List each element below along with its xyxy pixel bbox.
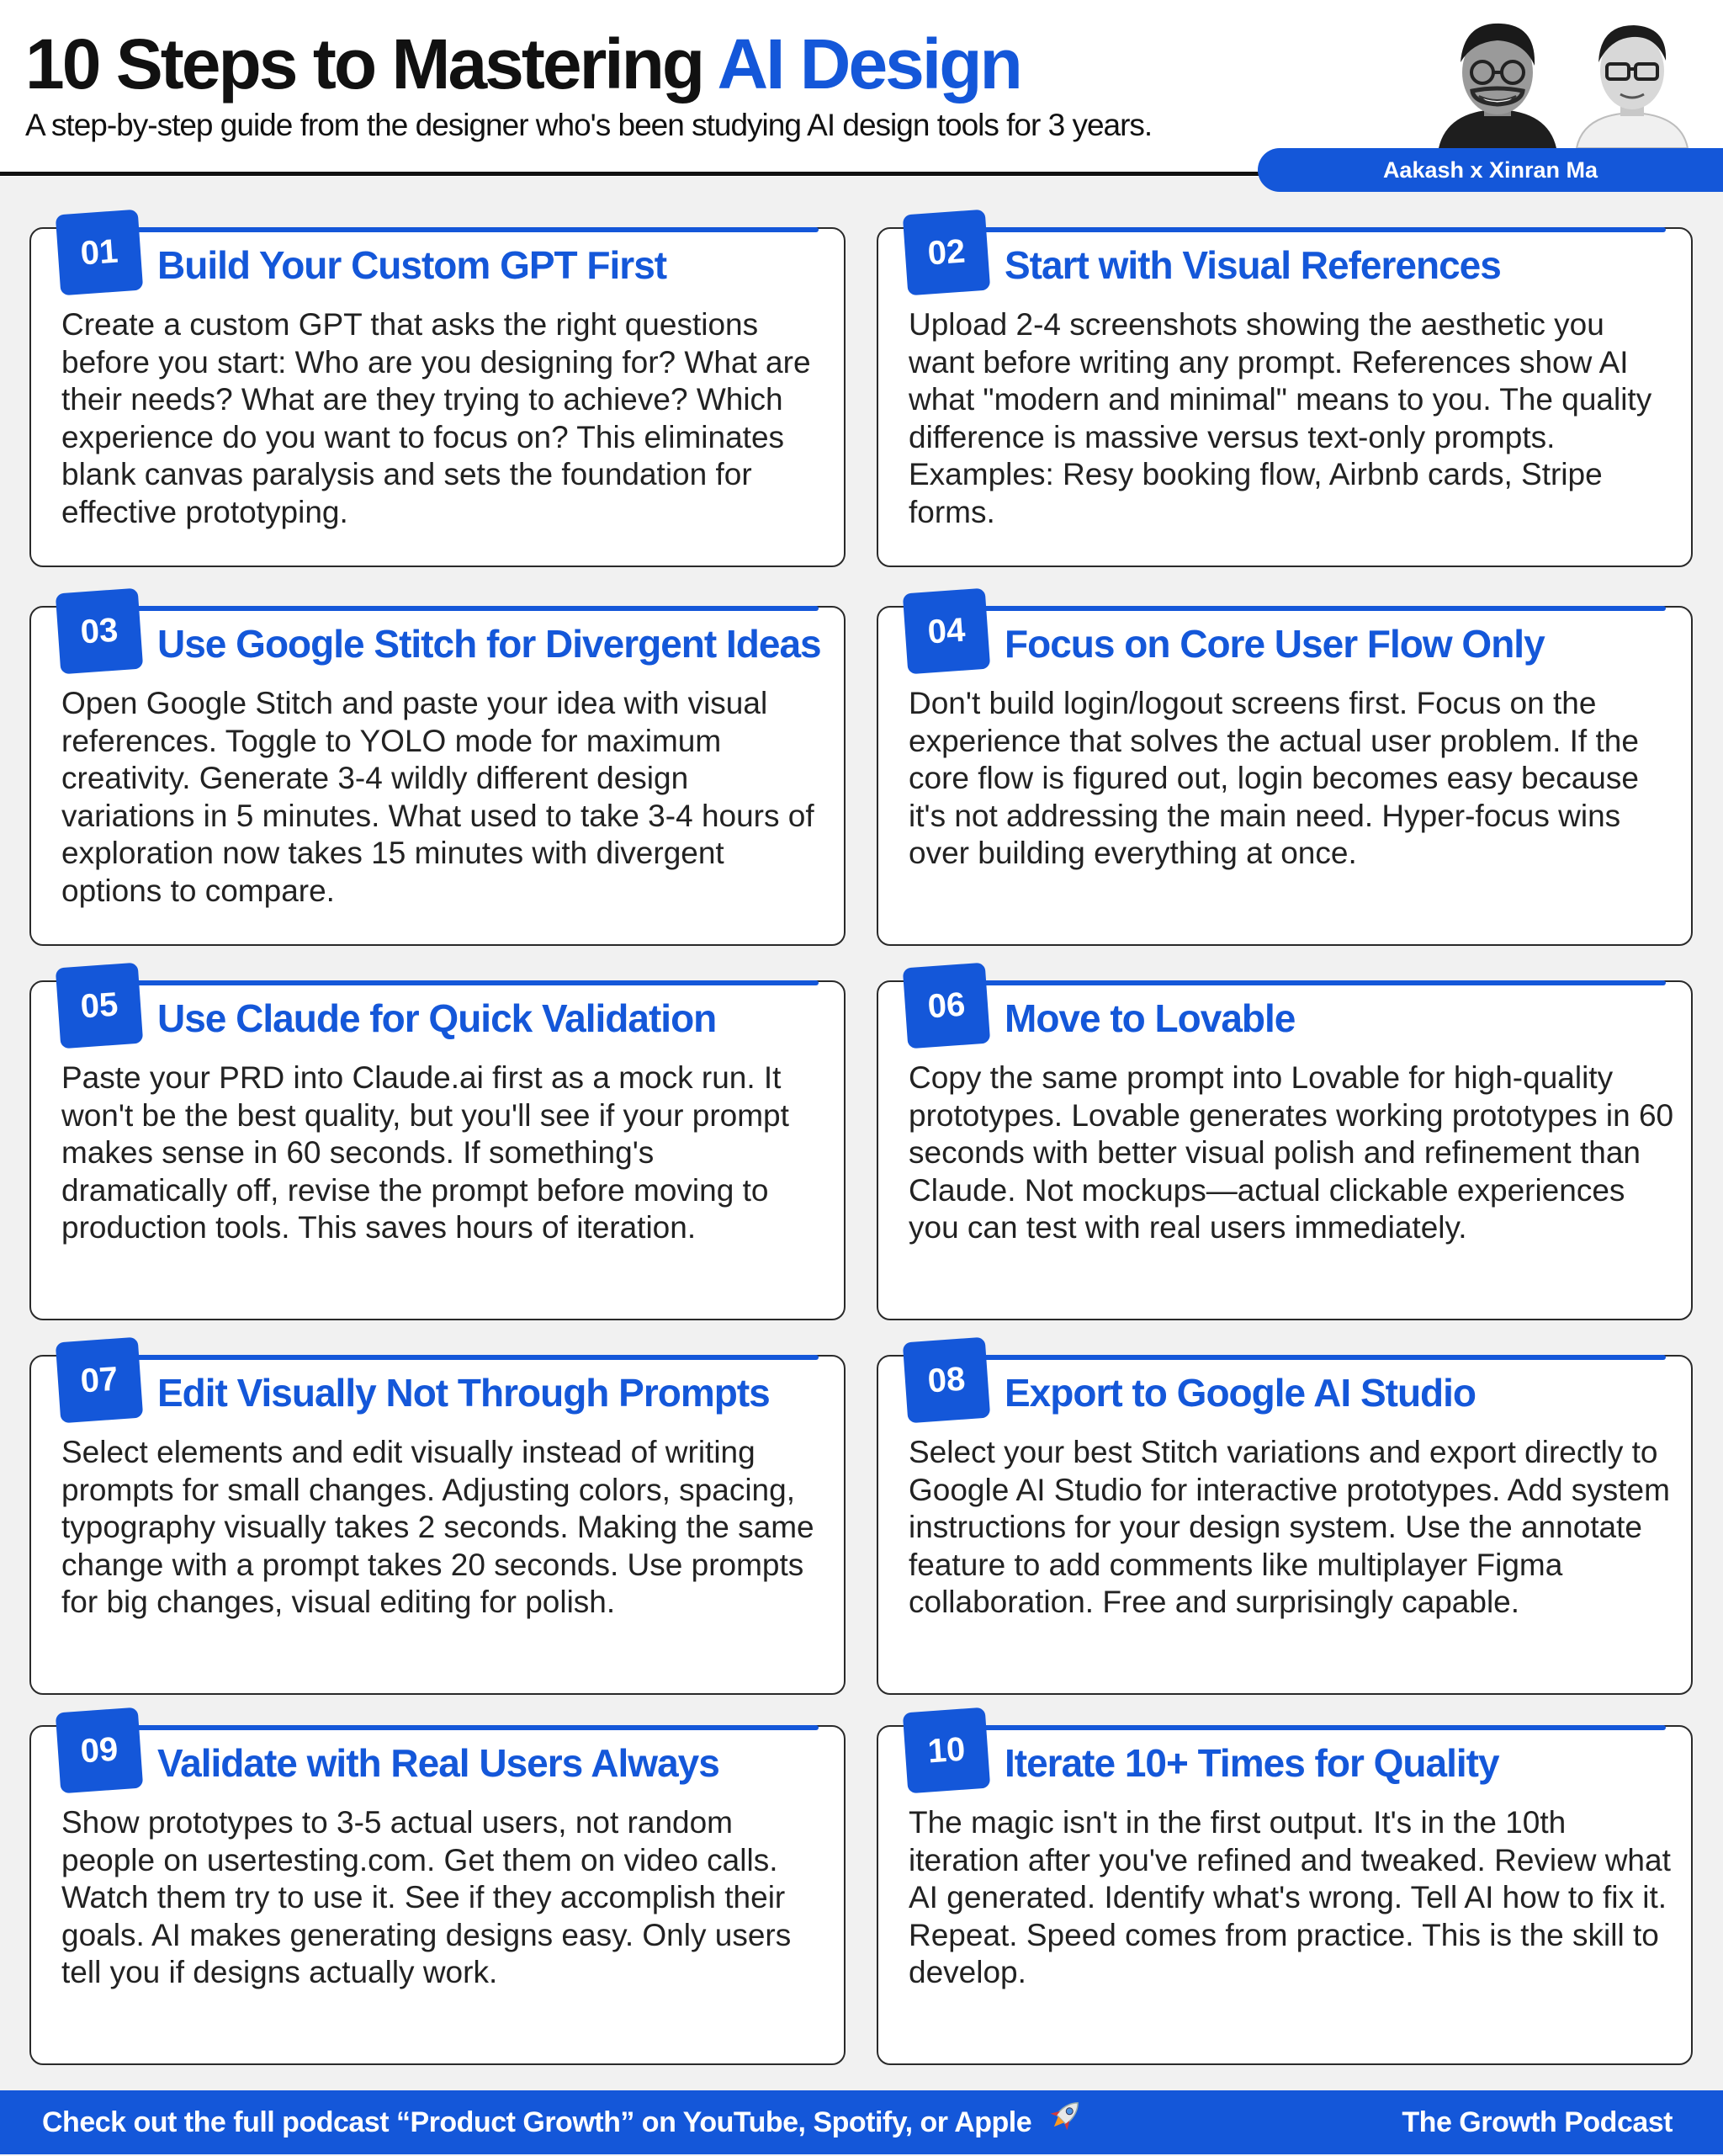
step-body: Select elements and edit visually instead of writing prompts for small changes. Adjusting colors, spacing, typography visually takes 2 seconds. Making the same change with a prompt takes 20 seconds. Use prompts for big changes, visual editing for polish. xyxy=(61,1435,814,1619)
step-body: Upload 2-4 screenshots showing the aesthetic you want before writing any prompt. References show AI what "modern and minimal" means to you. The quality difference is massive versus text-only prompts. Examples: Resy booking flow, Airbnb cards, Stripe forms. xyxy=(909,307,1652,529)
step-title: Move to Lovable xyxy=(1005,996,1296,1040)
footer-banner xyxy=(0,2090,1723,2154)
step-card-07 xyxy=(29,1355,846,1695)
step-card-10 xyxy=(877,1725,1693,2065)
header xyxy=(0,0,1723,183)
step-title: Validate with Real Users Always xyxy=(157,1741,719,1785)
step-number-badge: 07 xyxy=(56,1337,143,1424)
step-card-08 xyxy=(877,1355,1693,1695)
card-accent-line xyxy=(115,227,819,232)
step-number-badge: 10 xyxy=(903,1707,990,1794)
card-accent-line xyxy=(115,1355,819,1360)
step-number-badge: 05 xyxy=(56,963,143,1049)
step-card-02 xyxy=(877,227,1693,567)
step-title: Export to Google AI Studio xyxy=(1005,1371,1476,1415)
step-title: Iterate 10+ Times for Quality xyxy=(1005,1741,1499,1785)
title-prefix: 10 Steps to Mastering xyxy=(25,24,703,104)
step-body: Create a custom GPT that asks the right questions before you start: Who are you designing for? What are their needs? What are they trying to achieve? Which experience do you want to focus on? This eliminates blank canvas paralysis and sets the foundation for effective prototyping. xyxy=(61,307,811,529)
page-title xyxy=(25,24,1021,104)
step-card-03 xyxy=(29,606,846,946)
step-number-badge: 01 xyxy=(56,210,143,296)
step-card-06 xyxy=(877,980,1693,1320)
footer-cta-text: Check out the full podcast “Product Growth” on YouTube, Spotify, or Apple xyxy=(42,2106,1032,2138)
footer-cta xyxy=(42,2090,1084,2156)
step-title: Use Claude for Quick Validation xyxy=(157,996,717,1040)
card-accent-line xyxy=(962,980,1666,985)
step-body: Paste your PRD into Claude.ai first as a mock run. It won't be the best quality, but you'll see if your prompt makes sense in 60 seconds. If something's dramatically off, revise the prompt before moving to production tools. This saves hours of iteration. xyxy=(61,1060,789,1245)
step-body: Open Google Stitch and paste your idea with visual references. Toggle to YOLO mode for maximum creativity. Generate 3-4 wildly different design variations in 5 minutes. What used to take 3-4 hours of exploration now takes 15 minutes with divergent options to compare. xyxy=(61,686,814,908)
step-card-05 xyxy=(29,980,846,1320)
card-accent-line xyxy=(115,1725,819,1730)
card-accent-line xyxy=(962,227,1666,232)
step-title: Use Google Stitch for Divergent Ideas xyxy=(157,622,821,666)
step-card-04 xyxy=(877,606,1693,946)
authors-badge: Aakash x Xinran Ma xyxy=(1258,148,1723,192)
step-number-badge: 03 xyxy=(56,588,143,675)
step-number-badge: 09 xyxy=(56,1707,143,1794)
card-accent-line xyxy=(962,1725,1666,1730)
step-card-09 xyxy=(29,1725,846,2065)
card-accent-line xyxy=(962,606,1666,611)
card-accent-line xyxy=(115,980,819,985)
step-title: Build Your Custom GPT First xyxy=(157,243,667,287)
title-accent: AI Design xyxy=(717,24,1021,104)
step-number-badge: 08 xyxy=(903,1337,990,1424)
author-photo-aakash xyxy=(1430,10,1565,148)
step-body: The magic isn't in the first output. It's in the 10th iteration after you've refined and tweaked. Review what AI generated. Identify what's wrong. Tell AI how to fix it. Repeat. Speed comes from practice. This is the skill to develop. xyxy=(909,1805,1671,1989)
step-body: Select your best Stitch variations and export directly to Google AI Studio for interactive prototypes. Add system instructions for your design system. Use the annotate feature to add comments like multiplayer Figma collaboration. Free and surprisingly capable. xyxy=(909,1435,1670,1619)
step-body: Don't build login/logout screens first. Focus on the experience that solves the actual user problem. If the core flow is figured out, login becomes easy because it's not addressing the main need. Hyper-focus wins over building everything at once. xyxy=(909,686,1639,870)
step-card-01 xyxy=(29,227,846,567)
step-number-badge: 06 xyxy=(903,963,990,1049)
step-number-badge: 02 xyxy=(903,210,990,296)
step-title: Focus on Core User Flow Only xyxy=(1005,622,1545,666)
footer-brand: The Growth Podcast xyxy=(1402,2106,1673,2138)
page-subtitle: A step-by-step guide from the designer who's been studying AI design tools for 3 years. xyxy=(25,108,1153,142)
card-accent-line xyxy=(115,606,819,611)
rocket-icon xyxy=(1047,2092,1084,2156)
step-number-badge: 04 xyxy=(903,588,990,675)
header-divider xyxy=(0,172,1279,176)
step-title: Edit Visually Not Through Prompts xyxy=(157,1371,770,1415)
step-title: Start with Visual References xyxy=(1005,243,1501,287)
step-body: Copy the same prompt into Lovable for high-quality prototypes. Lovable generates working prototypes in 60 seconds with better visual polish and refinement than Claude. Not mockups—actual clickable experiences you can test with real users immediately. xyxy=(909,1060,1674,1245)
author-photo-xinran xyxy=(1565,10,1699,148)
card-accent-line xyxy=(962,1355,1666,1360)
step-body: Show prototypes to 3-5 actual users, not random people on usertesting.com. Get them on video calls. Watch them try to use it. See if they accomplish their goals. AI makes generating designs easy. Only users tell you if designs actually work. xyxy=(61,1805,792,1989)
